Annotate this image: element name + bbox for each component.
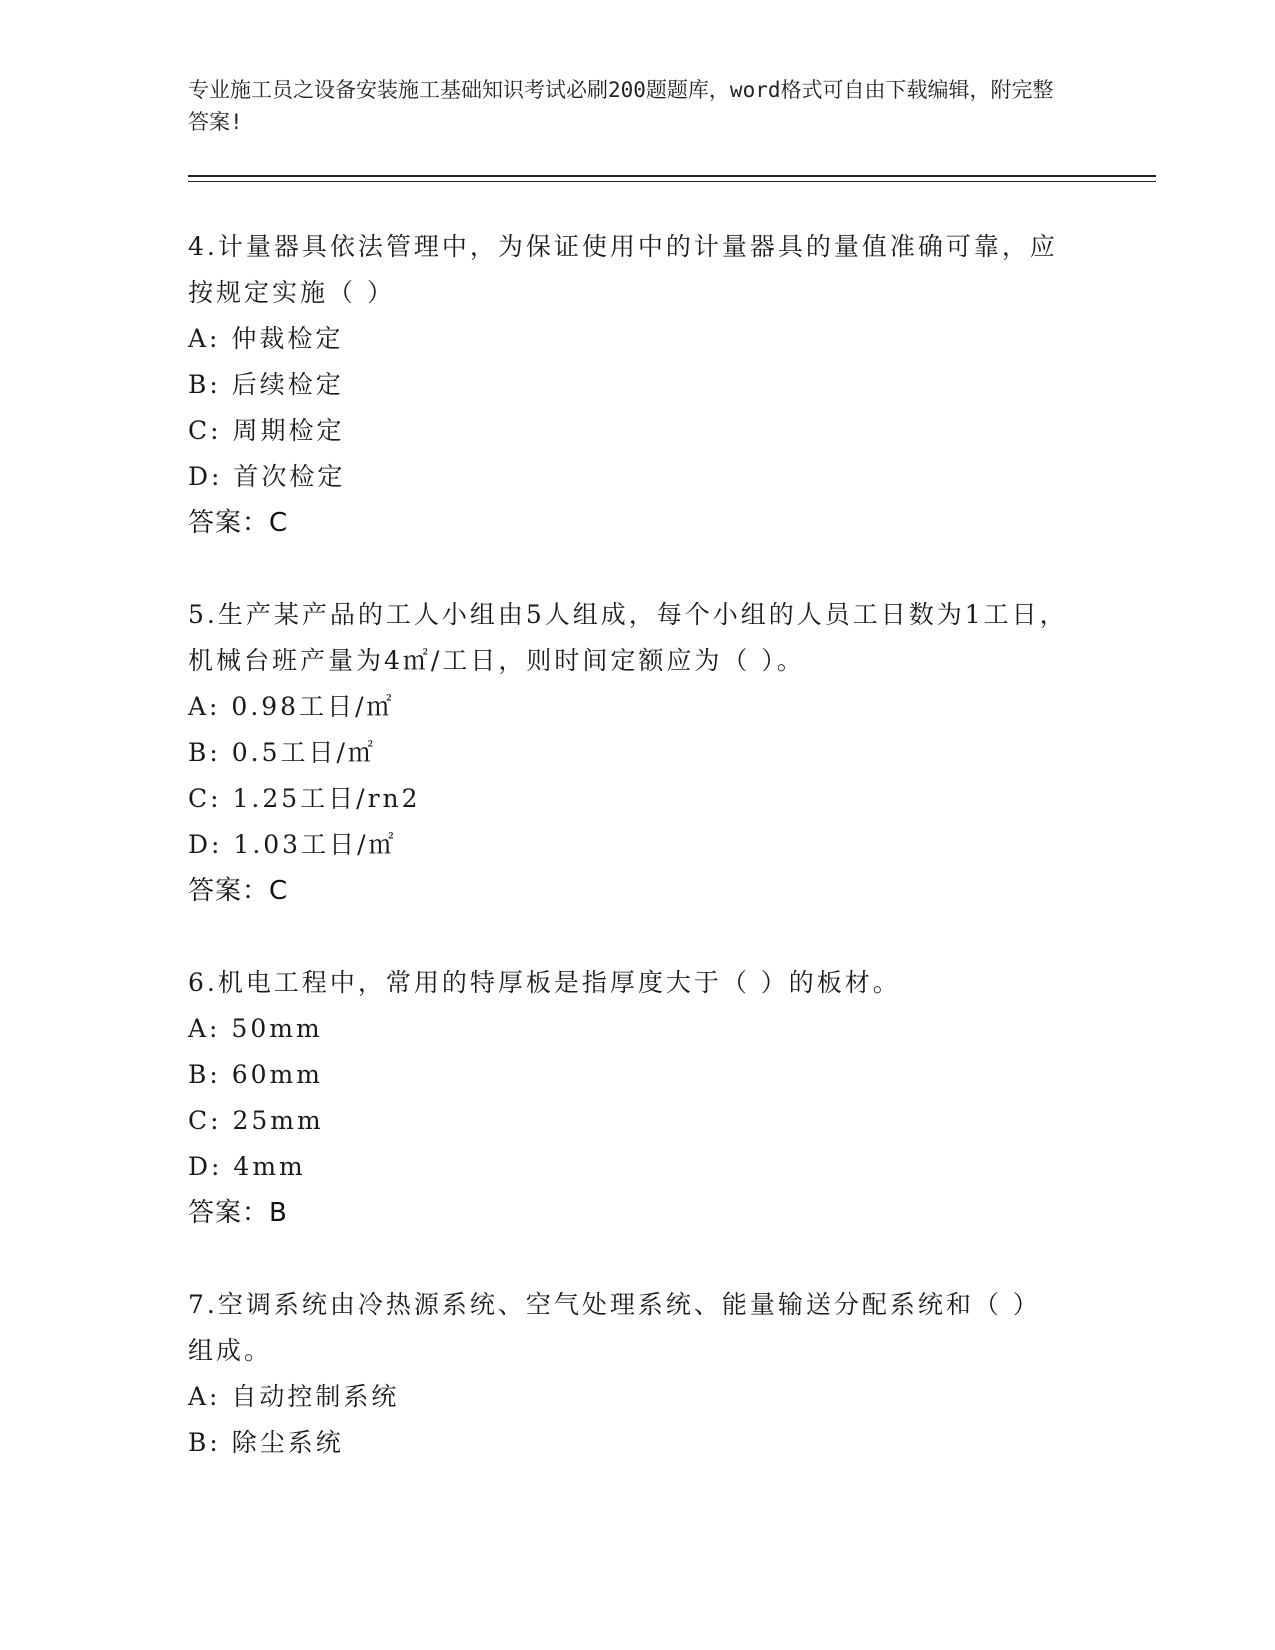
question-4 <box>188 224 1068 546</box>
answer-line: 答案：C <box>188 876 289 906</box>
header-divider-thick <box>188 175 1156 177</box>
option-b: B: 0.5工日/㎡ <box>188 738 376 767</box>
option-c: C: 25mm <box>188 1106 324 1135</box>
answer-line: 答案：C <box>188 508 289 538</box>
option-d: D: 4mm <box>188 1152 306 1181</box>
option-a: A: 仲裁检定 <box>188 324 344 353</box>
document-header-title: 专业施工员之设备安装施工基础知识考试必刷200题题库，word格式可自由下载编辑，附完整答案! <box>188 78 1054 134</box>
question-stem: 4.计量器具依法管理中，为保证使用中的计量器具的量值准确可靠，应按规定实施（ ） <box>188 232 1058 307</box>
question-stem: 7.空调系统由冷热源系统、空气处理系统、能量输送分配系统和（ ）组成。 <box>188 1290 1041 1365</box>
option-c: C: 周期检定 <box>188 416 345 445</box>
question-5 <box>188 592 1068 914</box>
option-b: B: 后续检定 <box>188 370 344 399</box>
header-divider-thin <box>188 181 1156 182</box>
option-a: A: 0.98工日/㎡ <box>188 692 395 721</box>
option-a: A: 50mm <box>188 1014 323 1043</box>
answer-line: 答案：B <box>188 1198 288 1228</box>
question-stem: 5.生产某产品的工人小组由5人组成，每个小组的人员工日数为1工日，机械台班产量为4㎡/工日，则时间定额应为（ ）。 <box>188 600 1068 675</box>
option-c: C: 1.25工日/rn2 <box>188 784 421 813</box>
question-7 <box>188 1282 1068 1466</box>
option-b: B: 除尘系统 <box>188 1428 344 1457</box>
option-d: D: 首次检定 <box>188 462 346 491</box>
question-6 <box>188 960 1068 1236</box>
option-d: D: 1.03工日/㎡ <box>188 830 397 859</box>
option-b: B: 60mm <box>188 1060 323 1089</box>
question-stem: 6.机电工程中，常用的特厚板是指厚度大于（ ）的板材。 <box>188 968 901 997</box>
option-a: A: 自动控制系统 <box>188 1382 400 1411</box>
